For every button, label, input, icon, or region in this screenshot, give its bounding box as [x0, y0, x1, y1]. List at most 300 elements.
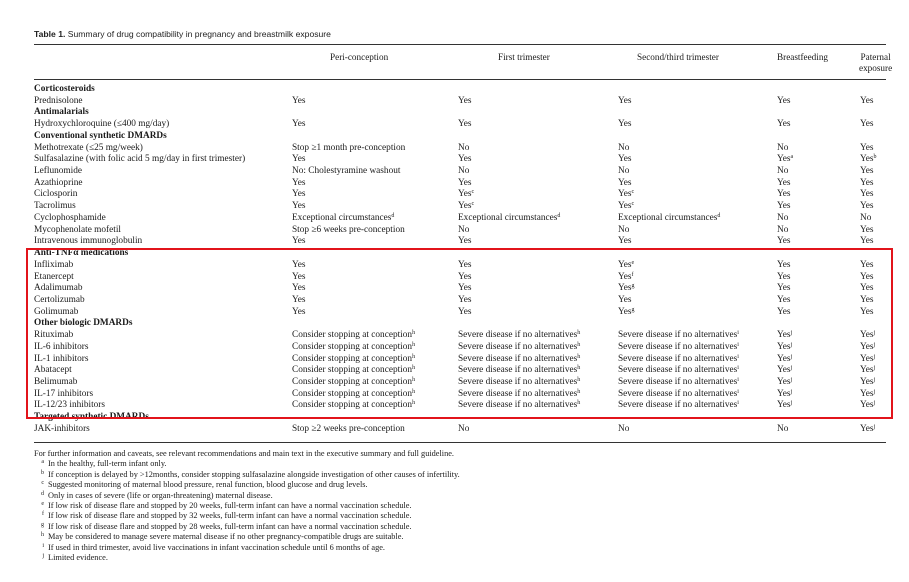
breastfeeding-cell [777, 236, 791, 245]
drug-name: Cyclophosphamide [34, 212, 106, 223]
peri-cell [292, 178, 306, 190]
footnote-marker: d [557, 212, 561, 219]
first-trimester-cell-text: Yes [458, 271, 472, 282]
paternal-cell-text: Yes [860, 236, 874, 246]
drug-name: Tacrolimus [34, 201, 76, 212]
section-heading: Anti-TNFα medications [34, 248, 129, 259]
first-trimester-cell-text: Yes [458, 177, 472, 188]
second-trimester-cell [618, 166, 629, 178]
second-trimester-cell-text: Yes [618, 95, 632, 106]
footnote-marker: h [577, 341, 581, 348]
drug-name: Adalimumab [34, 283, 83, 294]
first-trimester-cell-text: Severe disease if no alternatives [458, 388, 578, 399]
second-trimester-cell-text: No [618, 142, 630, 153]
breastfeeding-cell-text: Yes [777, 271, 791, 282]
footnote-text: If low risk of disease flare and stopped by 32 weeks, full-term infant can have a normal vaccination schedule. [48, 511, 412, 521]
first-trimester-cell-text: Severe disease if no alternatives [458, 353, 578, 364]
paternal-cell [860, 201, 874, 213]
second-trimester-cell-text: Yes [618, 236, 632, 246]
table-row [0, 236, 909, 245]
footnote-text: Limited evidence. [48, 553, 108, 563]
drug-name: IL-1 inhibitors [34, 353, 89, 364]
table-row [0, 424, 909, 436]
footnote-marker: d [717, 212, 721, 219]
breastfeeding-cell-text: Yes [777, 283, 791, 294]
breastfeeding-cell [777, 96, 791, 108]
table-row [0, 189, 909, 201]
second-trimester-cell-text: Yes [618, 177, 632, 188]
second-trimester-cell-text: No [618, 423, 630, 434]
breastfeeding-cell-text: Yes [777, 201, 791, 212]
breastfeeding-cell-text: Yes [777, 400, 791, 411]
drug-name: Prednisolone [34, 95, 83, 106]
footnote-marker: j [873, 400, 876, 407]
section-row [0, 84, 909, 96]
table-row [0, 201, 909, 213]
footnote-marker: i [737, 330, 739, 337]
footnote: c Suggested monitoring of maternal blood pressure, renal function, blood glucose and drug levels. [41, 480, 368, 490]
breastfeeding-cell-text: Yes [777, 365, 791, 376]
footnote-marker: i [737, 388, 739, 395]
second-trimester-cell [618, 201, 634, 213]
first-trimester-cell-text: Severe disease if no alternatives [458, 400, 578, 411]
paternal-cell-text: Yes [860, 201, 874, 212]
footnote-marker: j [873, 377, 876, 383]
peri-cell-text: Consider stopping at conception [292, 330, 413, 341]
footnote-marker: i [737, 377, 739, 383]
first-trimester-cell-text: Severe disease if no alternatives [458, 377, 578, 387]
drug-name: Leflunomide [34, 166, 83, 177]
paternal-cell-text: Yes [860, 189, 874, 200]
paternal-cell-text: Yes [860, 142, 874, 153]
header-paternal-line2: exposure [859, 63, 893, 73]
paternal-cell-text: Yes [860, 177, 874, 188]
table-row [0, 96, 909, 108]
breastfeeding-cell-text: No [777, 423, 789, 434]
first-trimester-cell-text: Yes [458, 294, 472, 305]
footnote-marker: j [790, 377, 793, 383]
paternal-cell-text: Yes [860, 423, 874, 434]
table-row [0, 166, 909, 178]
table-row [0, 154, 909, 166]
second-trimester-cell [618, 213, 720, 225]
paternal-cell-text: Yes [860, 353, 874, 364]
first-trimester-cell [458, 189, 474, 201]
breastfeeding-cell-text: Yes [777, 377, 791, 387]
paternal-cell-text: Yes [860, 166, 874, 177]
drug-name: JAK-inhibitors [34, 423, 90, 434]
breastfeeding-cell-text: Yes [777, 236, 791, 246]
table-caption-label: Table 1. [34, 29, 66, 39]
peri-cell-text: Yes [292, 154, 306, 165]
footnote-marker: h [412, 400, 416, 407]
footnote-marker: d [391, 212, 395, 219]
drug-name: Certolizumab [34, 294, 85, 305]
footnote-marker: f [631, 271, 634, 278]
second-trimester-cell [618, 236, 632, 245]
first-trimester-cell [458, 201, 474, 213]
footnote-marker: j [790, 365, 793, 372]
paternal-cell-text: Yes [860, 271, 874, 282]
peri-cell-text: Yes [292, 283, 306, 294]
footnote-marker: h [412, 388, 416, 395]
breastfeeding-cell-text: Yes [777, 353, 791, 364]
paternal-cell [860, 119, 874, 131]
paternal-cell-text: Yes [860, 119, 874, 130]
second-trimester-cell [618, 225, 629, 237]
first-trimester-cell [458, 96, 472, 108]
second-trimester-cell-text: Yes [618, 259, 632, 270]
paternal-cell-text: Yes [860, 341, 874, 352]
footnote-marker: j [873, 365, 876, 372]
drug-name: Mycophenolate mofetil [34, 224, 122, 235]
footnote-text: In the healthy, full-term infant only. [48, 459, 167, 469]
header-paternal-line1: Paternal [860, 52, 891, 62]
drug-name: IL-12/23 inhibitors [34, 400, 106, 411]
second-trimester-cell-text: Yes [618, 294, 632, 305]
footnote-text: Suggested monitoring of maternal blood pressure, renal function, blood glucose and drug levels. [48, 480, 368, 490]
peri-cell-text: Consider stopping at conception [292, 365, 413, 376]
peri-cell-text: Yes [292, 294, 306, 305]
footnote: f If low risk of disease flare and stopped by 32 weeks, full-term infant can have a normal vaccination schedule. [42, 511, 412, 521]
footnote-marker: i [737, 341, 739, 348]
footnote-marker: h [412, 353, 416, 360]
table-row [0, 119, 909, 131]
paternal-cell-text: Yes [860, 400, 874, 411]
second-trimester-cell-text: Severe disease if no alternatives [618, 377, 738, 387]
section-heading: Antimalarials [34, 107, 89, 118]
second-trimester-cell-text: Exceptional circumstances [618, 212, 718, 223]
table-bottom-rule [34, 442, 886, 443]
peri-cell-text: Consider stopping at conception [292, 341, 413, 352]
section-heading: Targeted synthetic DMARDs [34, 412, 149, 422]
breastfeeding-cell-text: Yes [777, 341, 791, 352]
footnote-marker: h [577, 388, 581, 395]
footnote-marker: h [412, 341, 416, 348]
first-trimester-cell-text: No [458, 423, 470, 434]
breastfeeding-cell [777, 201, 791, 213]
first-trimester-cell [458, 143, 469, 155]
footnote-marker: g [631, 306, 635, 313]
first-trimester-cell-text: No [458, 166, 470, 177]
peri-cell [292, 424, 405, 436]
paternal-cell [860, 96, 874, 108]
paternal-cell-text: Yes [860, 95, 874, 106]
footnote-marker: e [631, 259, 635, 266]
peri-cell-text: Yes [292, 201, 306, 212]
breastfeeding-cell-text: Yes [777, 330, 791, 341]
drug-name: IL-6 inhibitors [34, 341, 89, 352]
footnote-marker: j [873, 388, 876, 395]
breastfeeding-cell-text: Yes [777, 259, 791, 270]
paternal-cell [860, 154, 877, 166]
footnote-text: If used in third trimester, avoid live vaccinations in infant vaccination schedule until 6 months of age. [48, 542, 385, 552]
paternal-cell [860, 225, 874, 237]
breastfeeding-cell-text: Yes [777, 95, 791, 106]
table-caption-text: Summary of drug compatibility in pregnancy and breastmilk exposure [65, 29, 331, 39]
second-trimester-cell-text: Yes [618, 154, 632, 165]
footnotes [34, 449, 460, 563]
header-paternal-exposure [859, 52, 892, 74]
second-trimester-cell-text: Yes [618, 283, 632, 294]
peri-cell-text: Consider stopping at conception [292, 377, 413, 387]
footnote-marker: h [412, 377, 416, 383]
peri-cell-text: Yes [292, 119, 306, 130]
drug-name: Hydroxychloroquine (≤400 mg/day) [34, 119, 170, 130]
first-trimester-cell-text: Yes [458, 154, 472, 165]
peri-cell-text: Exceptional circumstances [292, 212, 392, 223]
footnote-marker: i [737, 365, 739, 372]
second-trimester-cell [618, 424, 629, 436]
peri-cell-text: Yes [292, 189, 306, 200]
drug-name: Etanercept [34, 271, 74, 282]
drug-name: Belimumab [34, 377, 78, 387]
table-top-rule [34, 44, 886, 45]
second-trimester-cell-text: Severe disease if no alternatives [618, 365, 738, 376]
peri-cell [292, 166, 400, 178]
footnote-marker: g [631, 283, 635, 290]
breastfeeding-cell [777, 166, 788, 178]
paternal-cell-text: Yes [860, 306, 874, 317]
second-trimester-cell-text: Severe disease if no alternatives [618, 341, 738, 352]
peri-cell [292, 119, 306, 131]
drug-name: Sulfasalazine (with folic acid 5 mg/day in first trimester) [34, 154, 246, 165]
footnote-marker: c [471, 201, 475, 208]
breastfeeding-cell-text: Yes [777, 119, 791, 130]
highlight-box [26, 248, 893, 422]
footnote-marker: h [577, 330, 581, 337]
breastfeeding-cell-text: No [777, 212, 789, 223]
peri-cell [292, 154, 306, 166]
peri-cell-text: Stop ≥2 weeks pre-conception [292, 423, 405, 434]
table-caption [34, 29, 331, 39]
first-trimester-cell-text: Yes [458, 306, 472, 317]
footnote-marker: j [790, 400, 793, 407]
breastfeeding-cell-text: Yes [777, 388, 791, 399]
paternal-cell-text: Yes [860, 330, 874, 341]
paternal-cell-text: Yes [860, 377, 874, 387]
paternal-cell-text: Yes [860, 365, 874, 376]
drug-name: Golimumab [34, 306, 79, 317]
first-trimester-cell-text: Yes [458, 95, 472, 106]
second-trimester-cell [618, 143, 629, 155]
second-trimester-cell-text: Severe disease if no alternatives [618, 400, 738, 411]
footnote-marker: j [790, 388, 793, 395]
second-trimester-cell-text: Yes [618, 201, 632, 212]
footnote-marker: h [577, 400, 581, 407]
header-breastfeeding: Breastfeeding [777, 52, 829, 62]
first-trimester-cell-text: Yes [458, 283, 472, 294]
breastfeeding-cell-text: Yes [777, 294, 791, 305]
peri-cell [292, 225, 405, 237]
first-trimester-cell-text: Yes [458, 189, 472, 200]
header-second-third-trimester: Second/third trimester [637, 52, 719, 62]
paternal-cell-text: No [860, 212, 872, 223]
second-trimester-cell-text: No [618, 166, 630, 177]
peri-cell-text: Yes [292, 259, 306, 270]
paternal-cell-text: Yes [860, 154, 874, 165]
first-trimester-cell-text: Exceptional circumstances [458, 212, 558, 223]
breastfeeding-cell-text: Yes [777, 154, 791, 165]
paternal-cell-text: Yes [860, 388, 874, 399]
footnote: a In the healthy, full-term infant only. [41, 459, 167, 469]
table-row [0, 225, 909, 237]
breastfeeding-cell-text: Yes [777, 189, 791, 200]
breastfeeding-cell-text: No [777, 224, 789, 235]
table-row [0, 213, 909, 225]
breastfeeding-cell-text: No [777, 166, 789, 177]
second-trimester-cell-text: Severe disease if no alternatives [618, 388, 738, 399]
footnote: g If low risk of disease flare and stopped by 28 weeks, full-term infant can have a normal vaccination schedule. [41, 521, 412, 531]
footnote-marker: c [471, 189, 475, 196]
second-trimester-cell-text: Severe disease if no alternatives [618, 330, 738, 341]
first-trimester-cell-text: Severe disease if no alternatives [458, 341, 578, 352]
first-trimester-cell [458, 236, 472, 245]
breastfeeding-cell-text: Yes [777, 306, 791, 317]
drug-name: Methotrexate (≤25 mg/week) [34, 142, 143, 153]
peri-cell-text: Yes [292, 177, 306, 188]
footnote-text: If conception is delayed by >12months, consider stopping sulfasalazine alongside investigation of other causes of infertility. [48, 469, 460, 479]
paternal-cell [860, 424, 875, 436]
peri-cell-text: Consider stopping at conception [292, 353, 413, 364]
section-row [0, 107, 909, 119]
first-trimester-cell-text: Severe disease if no alternatives [458, 330, 578, 341]
footnote [34, 449, 460, 459]
breastfeeding-cell [777, 213, 788, 225]
peri-cell-text: Consider stopping at conception [292, 388, 413, 399]
peri-cell-text: No: Cholestyramine washout [292, 166, 401, 177]
table-row [0, 143, 909, 155]
breastfeeding-cell [777, 225, 788, 237]
second-trimester-cell-text: Yes [618, 306, 632, 317]
drug-name: Intravenous immunoglobulin [34, 236, 143, 246]
drug-name: Infliximab [34, 259, 74, 270]
footnote-text: If low risk of disease flare and stopped by 28 weeks, full-term infant can have a normal vaccination schedule. [48, 521, 412, 531]
section-heading: Corticosteroids [34, 84, 95, 94]
breastfeeding-cell [777, 424, 788, 436]
footnote-text: May be considered to manage severe maternal disease if no other pregnancy-compatible drugs are suitable. [48, 532, 404, 542]
peri-cell [292, 201, 306, 213]
paternal-cell [860, 178, 874, 190]
second-trimester-cell-text: Yes [618, 271, 632, 282]
footnote-marker: h [577, 377, 581, 383]
paternal-cell [860, 143, 874, 155]
footnote-marker: h [412, 365, 416, 372]
footnote-marker: j [790, 330, 793, 337]
paternal-cell-text: Yes [860, 224, 874, 235]
drug-name: Abatacept [34, 365, 72, 376]
first-trimester-cell [458, 166, 469, 178]
peri-cell [292, 236, 306, 245]
first-trimester-cell-text: Yes [458, 259, 472, 270]
breastfeeding-cell [777, 189, 791, 201]
peri-cell-text: Yes [292, 236, 306, 246]
section-heading: Conventional synthetic DMARDs [34, 130, 167, 141]
peri-cell-text: Yes [292, 95, 306, 106]
peri-cell [292, 189, 306, 201]
footnote-marker: h [577, 365, 581, 372]
footnote-marker: j [873, 330, 876, 337]
paternal-cell-text: Yes [860, 294, 874, 305]
footnote-marker: c [631, 201, 635, 208]
peri-cell-text: Yes [292, 271, 306, 282]
footnote-marker: b [873, 154, 877, 161]
peri-cell-text: Stop ≥1 month pre-conception [292, 142, 406, 153]
first-trimester-cell-text: Severe disease if no alternatives [458, 365, 578, 376]
footnote-marker: c [631, 189, 635, 196]
second-trimester-cell [618, 189, 634, 201]
footnote-marker: a [790, 154, 794, 161]
first-trimester-cell [458, 225, 469, 237]
footnote-text: If low risk of disease flare and stopped by 20 weeks, full-term infant can have a normal vaccination schedule. [48, 501, 412, 511]
second-trimester-cell [618, 96, 632, 108]
footnote: j Limited evidence. [42, 553, 108, 563]
first-trimester-cell [458, 178, 472, 190]
footnote-marker: i [737, 400, 739, 407]
header-first-trimester: First trimester [498, 52, 550, 62]
footnote-text: For further information and caveats, see relevant recommendations and main text in the executive summary and full guideline. [34, 449, 455, 458]
footnote: d Only in cases of severe (life or organ-threatening) maternal disease. [41, 490, 273, 500]
peri-cell-text: Consider stopping at conception [292, 400, 413, 411]
first-trimester-cell-text: Yes [458, 236, 472, 246]
drug-name: Ciclosporin [34, 189, 78, 200]
header-peri-conception: Peri-conception [330, 52, 389, 62]
first-trimester-cell-text: No [458, 142, 470, 153]
footnote-text: Only in cases of severe (life or organ-threatening) maternal disease. [48, 490, 273, 500]
first-trimester-cell-text: No [458, 224, 470, 235]
breastfeeding-cell [777, 178, 791, 190]
section-row [0, 131, 909, 143]
table-header-rule [34, 79, 886, 80]
footnote: i If used in third trimester, avoid live vaccinations in infant vaccination schedule until 6 months of age. [42, 542, 385, 552]
second-trimester-cell [618, 119, 632, 131]
section-heading: Other biologic DMARDs [34, 318, 133, 329]
footnote-marker: i [737, 353, 739, 360]
footnote: h May be considered to manage severe maternal disease if no other pregnancy-compatible drugs are suitable. [41, 532, 404, 542]
first-trimester-cell [458, 213, 560, 225]
second-trimester-cell-text: No [618, 224, 630, 235]
drug-name: IL-17 inhibitors [34, 388, 94, 399]
peri-cell-text: Stop ≥6 weeks pre-conception [292, 224, 405, 235]
footnote-marker: j [790, 341, 793, 348]
table-row [0, 178, 909, 190]
first-trimester-cell-text: Yes [458, 201, 472, 212]
second-trimester-cell-text: Yes [618, 119, 632, 130]
peri-cell-text: Yes [292, 306, 306, 317]
breastfeeding-cell [777, 154, 793, 166]
footnote-marker: j [873, 341, 876, 348]
paternal-cell-text: Yes [860, 283, 874, 294]
first-trimester-cell-text: Yes [458, 119, 472, 130]
drug-name: Azathioprine [34, 177, 83, 188]
footnote-marker: h [412, 330, 416, 337]
first-trimester-cell [458, 119, 472, 131]
drug-name: Rituximab [34, 330, 74, 341]
breastfeeding-cell-text: No [777, 142, 789, 153]
footnote: b If conception is delayed by >12months, consider stopping sulfasalazine alongside investigation of other causes of infertility. [41, 469, 460, 479]
first-trimester-cell [458, 424, 469, 436]
paternal-cell [860, 166, 874, 178]
footnote: e If low risk of disease flare and stopped by 20 weeks, full-term infant can have a normal vaccination schedule. [41, 501, 412, 511]
footnote-marker: j [873, 353, 876, 360]
breastfeeding-cell [777, 143, 788, 155]
breastfeeding-cell-text: Yes [777, 177, 791, 188]
footnote-marker: j [873, 423, 876, 430]
paternal-cell [860, 236, 874, 245]
second-trimester-cell-text: Severe disease if no alternatives [618, 353, 738, 364]
second-trimester-cell [618, 154, 632, 166]
paternal-cell-text: Yes [860, 259, 874, 270]
